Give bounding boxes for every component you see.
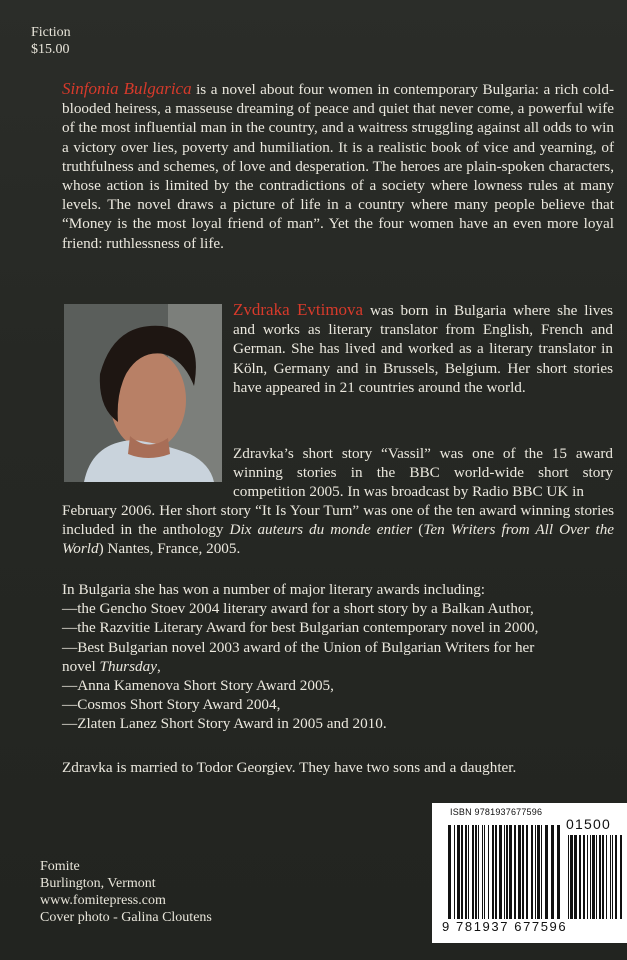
publisher-block (40, 858, 212, 926)
barcode-bar (568, 835, 569, 919)
barcode-bar (509, 825, 512, 919)
barcode-bar (492, 825, 494, 919)
barcode-bar (526, 825, 528, 919)
barcode-bar (482, 825, 483, 919)
publisher-location: Burlington, Vermont (40, 876, 156, 891)
isbn-label: ISBN 9781937677596 (450, 807, 543, 817)
publisher-name: Fomite (40, 859, 80, 874)
barcode-bar (499, 825, 502, 919)
award-item: —Best Bulgarian novel 2003 award of the Union of Bulgarian Writers for her (62, 638, 535, 656)
award-item-comma: , (156, 657, 161, 675)
barcode-bar (610, 835, 611, 919)
price-code: 01500 (566, 816, 611, 832)
barcode-bar (537, 825, 540, 919)
award-item-novel-label: novel (62, 657, 100, 675)
blurb-text: is a novel about four women in contemporary Bulgaria: a rich cold-blooded heiress, a masseuse dreaming of peace and quiet that never come, a powerful wife of the most influential man in the country, and a waitress struggling against all odds to win a victory over lies, poverty and humiliation. It is a realistic book of vice and yearning, of truthfulness and schemes, of love and desperation. The heroes are plain-spoken characters, whose action is limited by the contradictions of a society where lowness rules at many levels. The novel draws a picture of life in a country where many people believe that “Money is the most loyal friend of man”. Yet the four women have an even more loyal friend: ruthlessness of life. (62, 81, 615, 252)
book-title: Sinfonia Bulgarica (62, 79, 192, 98)
turn-text: February 2006. Her short story “It Is Your Turn” was one of the ten award winning stories included in the anthology (62, 502, 614, 539)
barcode-bar (472, 825, 474, 919)
barcode-bar (557, 825, 560, 919)
barcode-bar (518, 825, 521, 919)
isbn-digits: 9 781937 677596 (442, 919, 568, 934)
barcode-bar (620, 835, 622, 919)
novel-title-thursday: Thursday (99, 657, 157, 675)
bio-text: was born in Bulgaria where she lives and works as literary translator from English, French and German. She has lived and worked as a literary translator in Köln, Germany and in Brussels, Belgium. Her short stories have appeared in 21 countries around the world. (233, 302, 613, 396)
barcode-bar (590, 835, 591, 919)
anthology-tail: ) Nantes, France, 2005. (98, 540, 241, 558)
author-portrait-image (64, 304, 222, 482)
award-item: —the Gencho Stoev 2004 literary award for a short story by a Balkan Author, (62, 600, 534, 618)
genre-label: Fiction (31, 25, 71, 40)
anthology-title: Dix auteurs du monde entier (229, 521, 413, 539)
barcode-bar (587, 835, 588, 919)
barcode-bar (551, 825, 554, 919)
author-name: Zvdraka Evtimova (233, 300, 364, 319)
barcode-bar (602, 835, 604, 919)
barcode-bar (514, 825, 516, 919)
price-label: $15.00 (31, 42, 70, 57)
isbn-barcode (448, 825, 564, 919)
barcode-bar (612, 835, 613, 919)
bio-paragraph (233, 300, 613, 397)
barcode-bar (579, 835, 581, 919)
barcode-bar (615, 835, 617, 919)
anthology-title-en: Ten Writers from All Over the World (62, 521, 615, 558)
barcode-bar (484, 825, 485, 919)
barcode-bar (461, 825, 463, 919)
barcode-bar (596, 835, 597, 919)
barcode-bar (495, 825, 497, 919)
award-item: —Zlaten Lanez Short Story Award in 2005 and 2010. (62, 715, 387, 733)
award-item-continued (62, 657, 627, 676)
publisher-website: www.fomitepress.com (40, 893, 166, 908)
anthology-paren: ( (412, 521, 424, 539)
barcode-bar (448, 825, 451, 919)
blurb-paragraph (62, 79, 614, 253)
barcode-bar (457, 825, 460, 919)
award-item: —Anna Kamenova Short Story Award 2005, (62, 677, 334, 695)
barcode-bar (478, 825, 479, 919)
barcode-bar (488, 825, 489, 919)
barcode-bar (592, 835, 595, 919)
barcode-bar (468, 825, 469, 919)
bbc-paragraph-part2 (62, 501, 614, 559)
photo-credit: Cover photo - Galina Cloutens (40, 910, 212, 925)
awards-list (62, 580, 627, 734)
barcode-bar (506, 825, 508, 919)
barcode-bar (583, 835, 585, 919)
family-line: Zdravka is married to Todor Georgiev. They have two sons and a daughter. (62, 759, 517, 776)
barcode-bar (606, 835, 607, 919)
barcode-bar (541, 825, 542, 919)
author-photo (64, 304, 222, 482)
awards-intro: In Bulgaria she has won a number of major literary awards including: (62, 581, 486, 598)
bbc-text: Zdravka’s short story “Vassil” was one of the 15 award winning stories in the BBC world-wide short story competition 2005. In was broadcast by Radio BBC UK in (233, 445, 613, 501)
barcode-bar (465, 825, 467, 919)
bbc-paragraph-part1 (233, 444, 613, 502)
barcode-bar (531, 825, 533, 919)
barcode-bar (504, 825, 505, 919)
barcode-panel (432, 803, 627, 943)
price-barcode (568, 835, 624, 919)
barcode-bar (599, 835, 601, 919)
barcode-bar (522, 825, 524, 919)
barcode-bar (545, 825, 548, 919)
award-item: —Cosmos Short Story Award 2004, (62, 696, 281, 714)
barcode-bar (570, 835, 573, 919)
barcode-bar (535, 825, 536, 919)
award-item: —the Razvitie Literary Award for best Bulgarian contemporary novel in 2000, (62, 619, 539, 637)
barcode-bar (475, 825, 477, 919)
genre-price (31, 24, 71, 58)
barcode-bar (454, 825, 455, 919)
barcode-bar (574, 835, 577, 919)
